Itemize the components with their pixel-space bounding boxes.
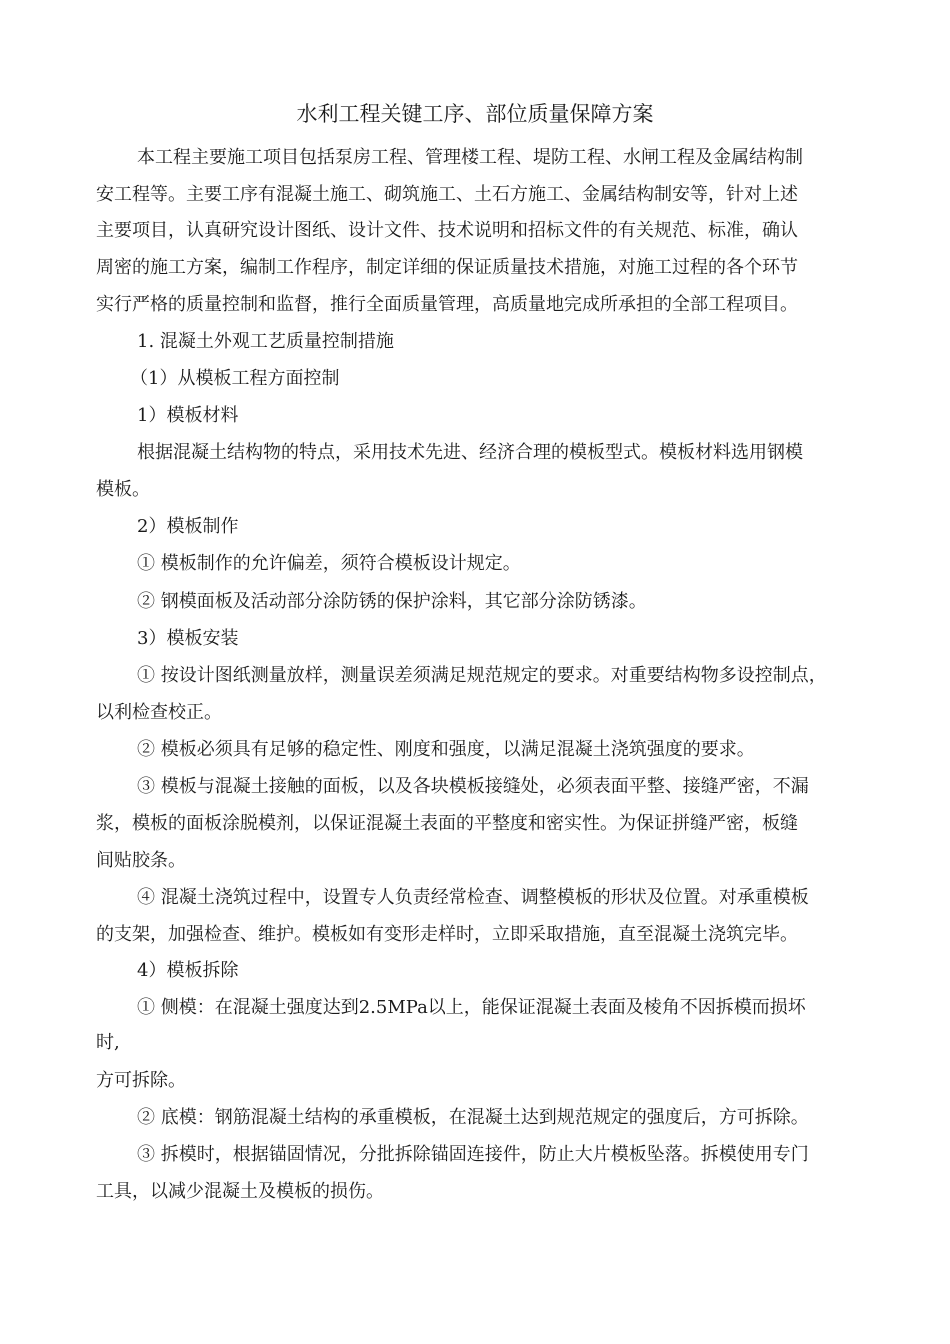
paragraph-line: ③ 模板与混凝土接触的面板，以及各块模板接缝处，必须表面平整、接缝严密，不漏: [137, 776, 809, 797]
paragraph-line: ① 侧模：在混凝土强度达到2.5MPa以上，能保证混凝土表面及棱角不因拆模而损坏: [137, 997, 806, 1018]
item-heading: 2）模板制作: [137, 516, 239, 537]
subsection-heading: （1）从模板工程方面控制: [130, 368, 340, 389]
intro-line: 主要项目，认真研究设计图纸、设计文件、技术说明和招标文件的有关规范、标准，确认: [96, 220, 798, 241]
paragraph-line: ② 底模：钢筋混凝土结构的承重模板，在混凝土达到规范规定的强度后，方可拆除。: [137, 1107, 809, 1128]
paragraph-line: 以利检查校正。: [96, 702, 222, 723]
intro-line: 本工程主要施工项目包括泵房工程、管理楼工程、堤防工程、水闸工程及金属结构制: [137, 147, 803, 168]
paragraph-line: ② 模板必须具有足够的稳定性、刚度和强度，以满足混凝土浇筑强度的要求。: [137, 739, 755, 760]
paragraph-line: 方可拆除。: [96, 1070, 186, 1091]
item-heading: 4）模板拆除: [137, 960, 239, 981]
paragraph-line: ① 按设计图纸测量放样，测量误差须满足规范规定的要求。对重要结构物多设控制点，: [137, 665, 827, 686]
paragraph-line: 根据混凝土结构物的特点，采用技术先进、经济合理的模板型式。模板材料选用钢模: [137, 442, 803, 463]
paragraph-line: 模板。: [96, 479, 150, 500]
item-heading: 3）模板安装: [137, 628, 239, 649]
intro-line: 实行严格的质量控制和监督，推行全面质量管理，高质量地完成所承担的全部工程项目。: [96, 294, 798, 315]
item-heading: 1）模板材料: [137, 405, 239, 426]
paragraph-line: ④ 混凝土浇筑过程中，设置专人负责经常检查、调整模板的形状及位置。对承重模板: [137, 887, 809, 908]
paragraph-line: 浆，模板的面板涂脱模剂，以保证混凝土表面的平整度和密实性。为保证拼缝严密，板缝: [96, 813, 798, 834]
paragraph-line: ② 钢模面板及活动部分涂防锈的保护涂料，其它部分涂防锈漆。: [137, 591, 647, 612]
intro-line: 周密的施工方案，编制工作程序，制定详细的保证质量技术措施，对施工过程的各个环节: [96, 257, 798, 278]
paragraph-line: 间贴胶条。: [96, 850, 186, 871]
paragraph-line: 工具，以减少混凝土及模板的损伤。: [96, 1181, 384, 1202]
document-title: 水利工程关键工序、部位质量保障方案: [296, 102, 654, 126]
paragraph-line: 时,: [96, 1032, 120, 1053]
paragraph-line: ③ 拆模时，根据锚固情况，分批拆除锚固连接件，防止大片模板坠落。拆模使用专门: [137, 1144, 809, 1165]
paragraph-line: 的支架，加强检查、维护。模板如有变形走样时，立即采取措施，直至混凝土浇筑完毕。: [96, 924, 798, 945]
paragraph-line: ① 模板制作的允许偏差，须符合模板设计规定。: [137, 553, 521, 574]
section-heading: 1. 混凝土外观工艺质量控制措施: [137, 331, 394, 352]
intro-line: 安工程等。主要工序有混凝土施工、砌筑施工、土石方施工、金属结构制安等，针对上述: [96, 184, 798, 205]
